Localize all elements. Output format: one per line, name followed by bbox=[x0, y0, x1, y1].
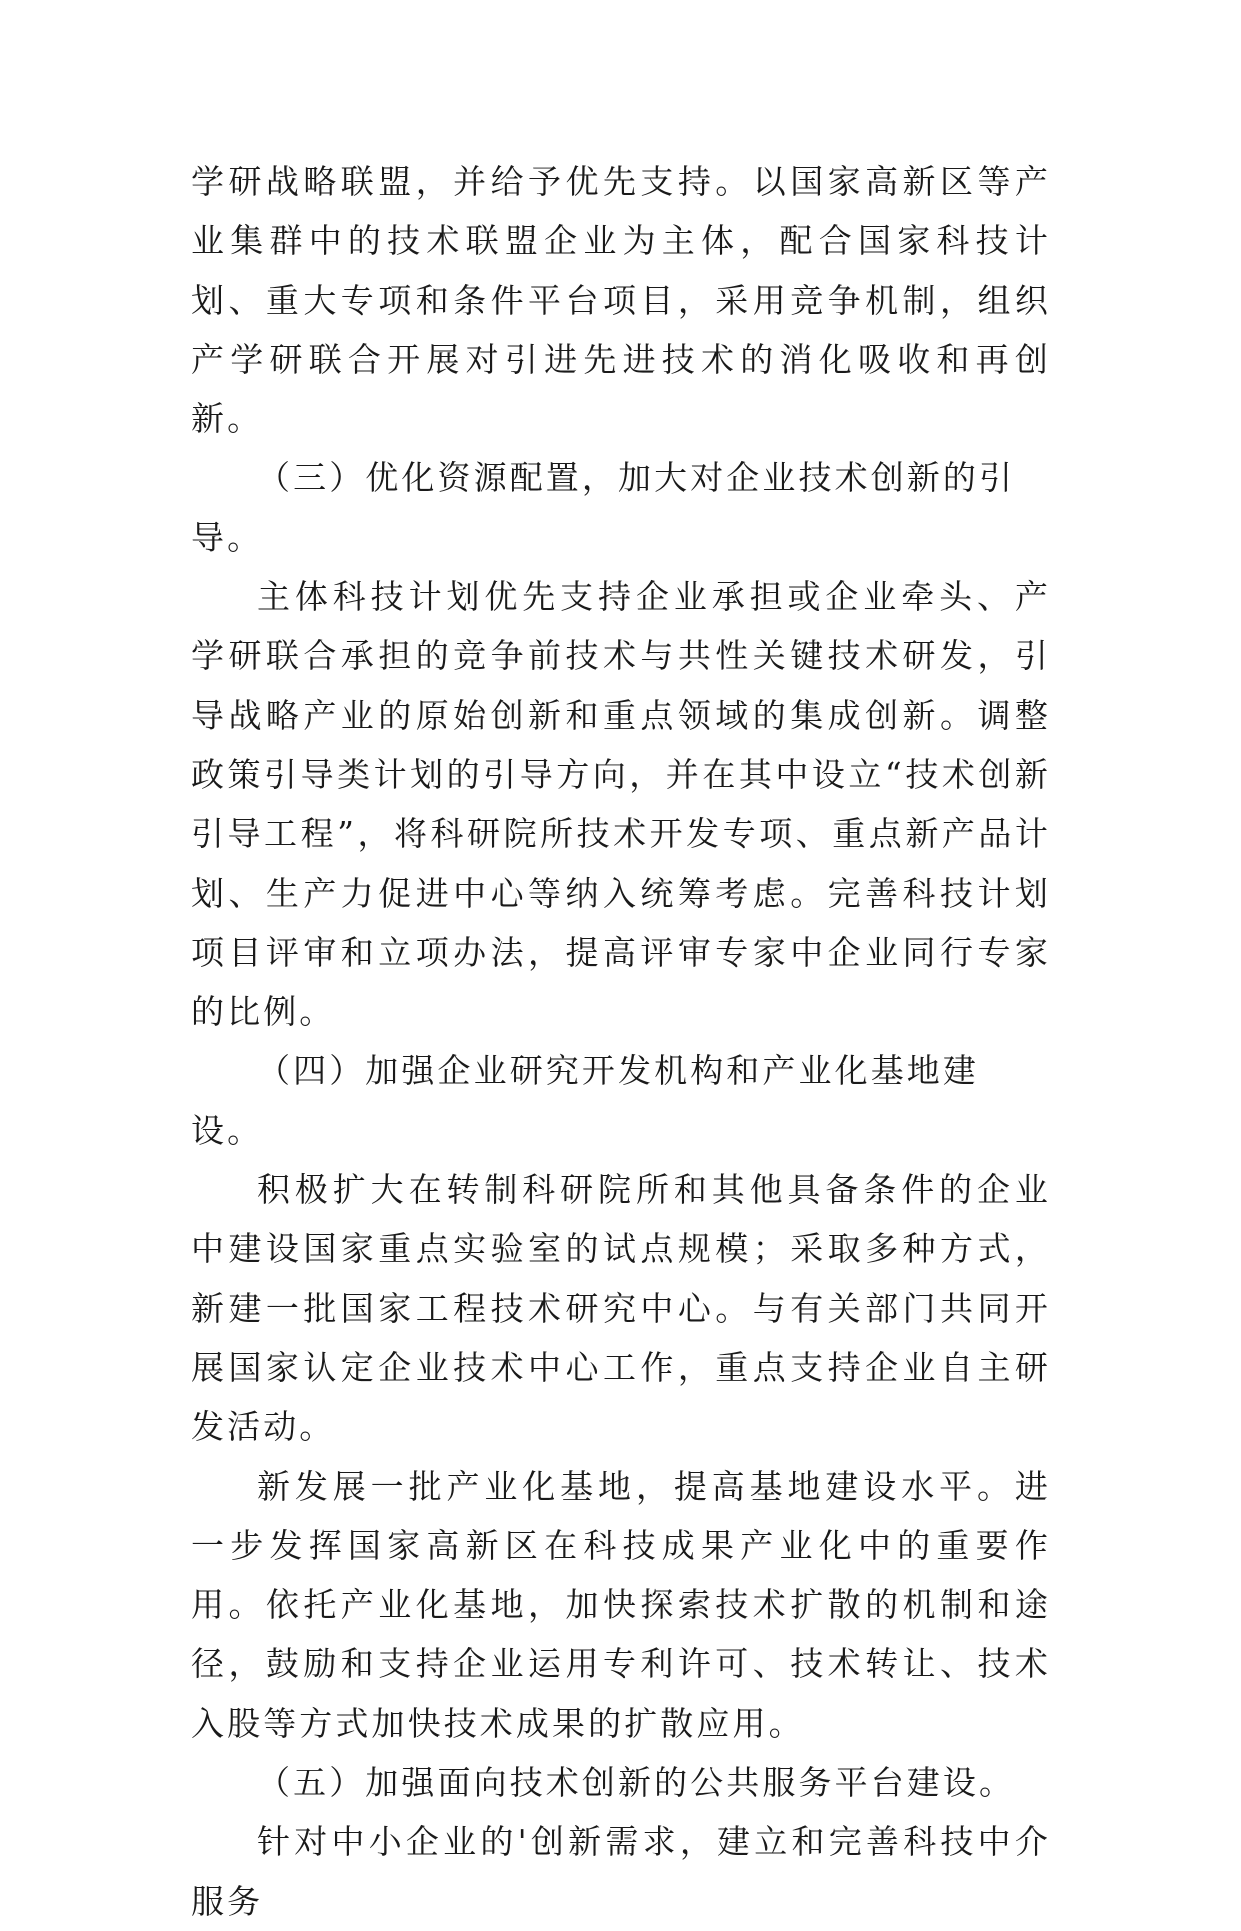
paragraph-continued: 学研战略联盟，并给予优先支持。以国家高新区等产业集群中的技术联盟企业为主体，配合国家科技计划、重大专项和条件平台项目，采用竞争机制，组织产学研联合开展对引进先进技术的消化吸收和再创新。 bbox=[191, 162, 1051, 439]
paragraph: 新发展一批产业化基地，提高基地建设水平。进一步发挥国家高新区在科技成果产业化中的重要作用。依托产业化基地，加快探索技术扩散的机制和途径，鼓励和支持企业运用专利许可、技术转让、技术入股等方式加快技术成果的扩散应用。 bbox=[191, 1466, 1051, 1743]
document-body bbox=[191, 152, 1051, 1931]
section-heading-3: （三）优化资源配置，加大对企业技术创新的引导。 bbox=[191, 458, 1016, 557]
section-heading-4: （四）加强企业研究开发机构和产业化基地建设。 bbox=[191, 1051, 979, 1150]
paragraph: 主体科技计划优先支持企业承担或企业牵头、产学研联合承担的竞争前技术与共性关键技术研发，引导战略产业的原始创新和重点领域的集成创新。调整政策引导类计划的引导方向，并在其中设立“技术创新引导工程”，将科研院所技术开发专项、重点新产品计划、生产力促进中心等纳入统筹考虑。完善科技计划项目评审和立项办法，提高评审专家中企业同行专家的比例。 bbox=[191, 577, 1051, 1032]
paragraph: 积极扩大在转制科研院所和其他具备条件的企业中建设国家重点实验室的试点规模；采取多种方式，新建一批国家工程技术研究中心。与有关部门共同开展国家认定企业技术中心工作，重点支持企业自主研发活动。 bbox=[191, 1170, 1051, 1447]
section-heading-5: （五）加强面向技术创新的公共服务平台建设。 bbox=[257, 1763, 1016, 1803]
paragraph: 针对中小企业的'创新需求，建立和完善科技中介服务 bbox=[191, 1822, 1051, 1921]
